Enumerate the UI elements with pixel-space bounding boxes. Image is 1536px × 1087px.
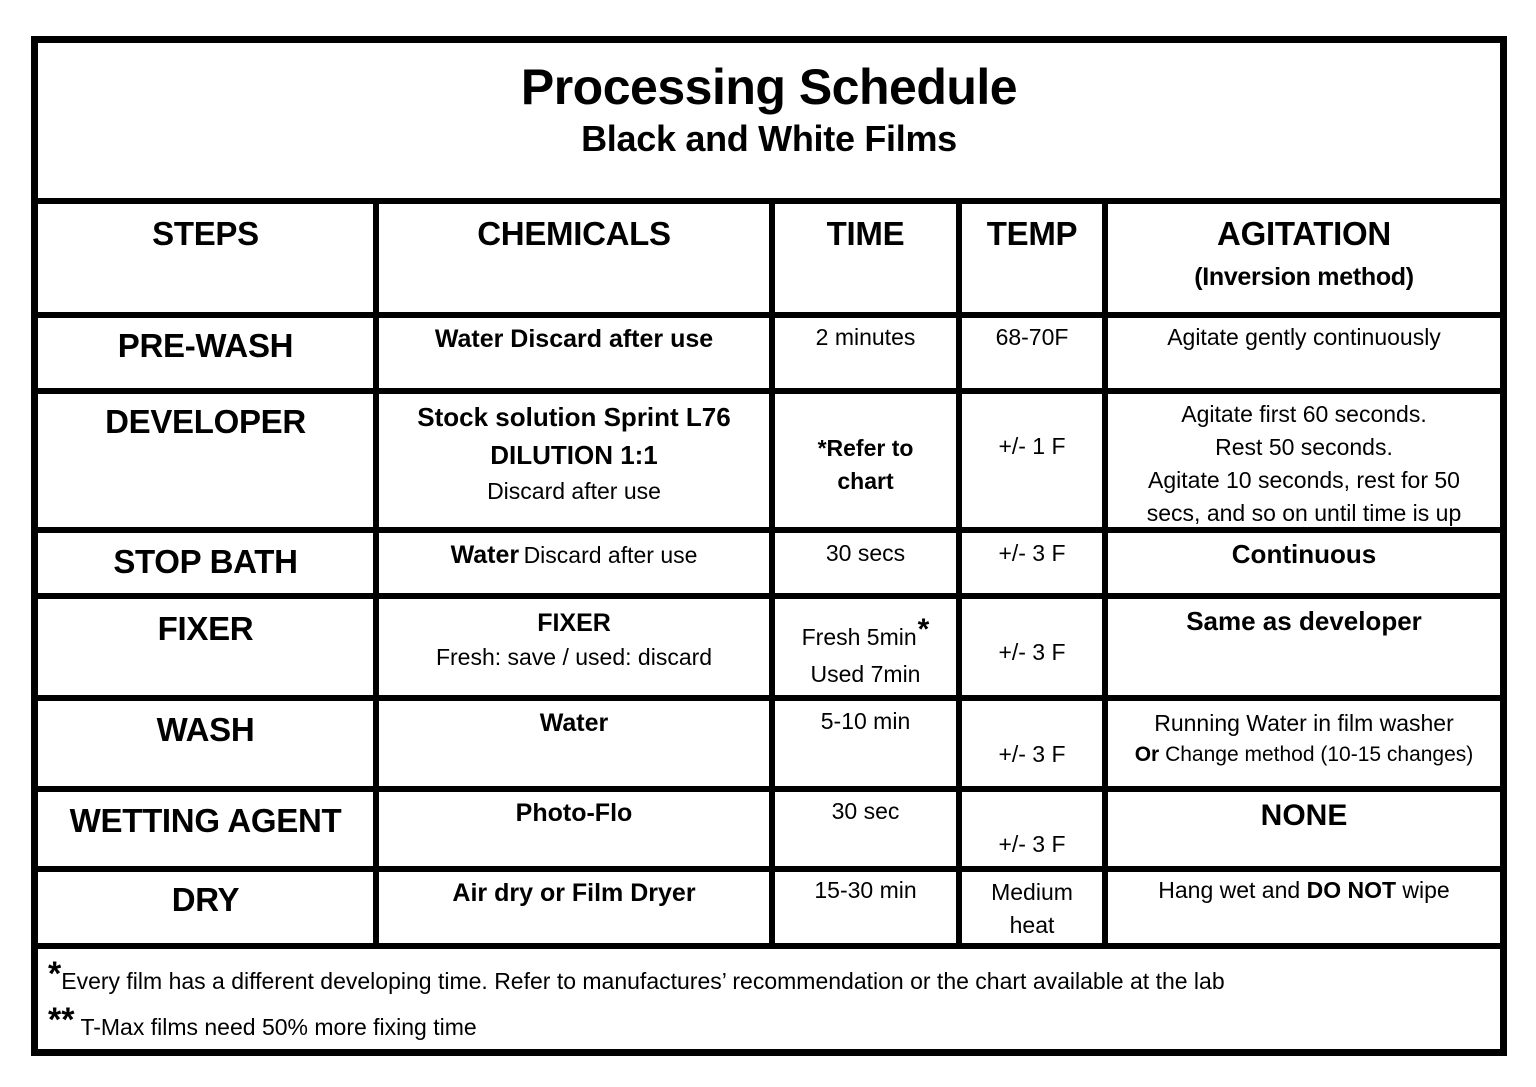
agitation-text-2: Rest 50 seconds. — [1215, 434, 1393, 460]
table-row-dry-step — [38, 880, 373, 920]
table-row-stopbath-chemical — [379, 540, 769, 570]
table-row-developer-agitation — [1108, 398, 1500, 530]
agitation-text: Agitate gently continuously — [1167, 324, 1441, 350]
header-steps-label: STEPS — [152, 215, 259, 252]
table-row-wetting-step — [38, 801, 373, 841]
table-row-fixer-time — [775, 611, 956, 693]
chemical-text: Water — [539, 709, 609, 737]
header-steps — [38, 204, 373, 312]
table-row-prewash-step — [38, 326, 373, 366]
temp-text: +/- 3 F — [998, 741, 1066, 767]
temp-text: +/- 1 F — [998, 433, 1066, 459]
agitation-text-2: Change method (10-15 changes) — [1165, 743, 1474, 766]
table-row-wetting-chemical — [379, 798, 769, 828]
agitation-text-3: Agitate 10 seconds, rest for 50 — [1148, 467, 1460, 493]
step-label: PRE-WASH — [117, 327, 294, 364]
table-row-prewash-chemical — [379, 324, 769, 354]
step-label: WETTING AGENT — [69, 802, 342, 839]
table-row-wetting-time — [775, 798, 956, 826]
table-row-stopbath-agitation — [1108, 539, 1500, 570]
step-label: WASH — [156, 711, 255, 748]
time-text-2: chart — [837, 468, 894, 494]
time-text: 2 minutes — [815, 324, 916, 350]
asterisk-icon: * — [917, 613, 930, 646]
table-row-prewash-time — [775, 324, 956, 352]
time-text: *Refer to — [817, 435, 914, 461]
agitation-text: NONE — [1260, 799, 1348, 832]
table-row-dry-temp — [962, 876, 1102, 942]
table-row-wetting-agitation — [1108, 798, 1500, 834]
header-agitation-label: AGITATION — [1217, 215, 1391, 252]
header-temp-label: TEMP — [986, 215, 1078, 252]
table-row-stopbath-time — [775, 540, 956, 568]
agitation-text-1: Running Water in film washer — [1154, 710, 1454, 736]
table-row-wash-temp — [962, 741, 1102, 769]
step-label: STOP BATH — [113, 543, 298, 580]
table-row-wash-time — [775, 708, 956, 736]
time-text: 5-10 min — [820, 708, 911, 734]
table-row-fixer-agitation — [1108, 606, 1500, 637]
asterisk-icon: * — [48, 955, 62, 993]
table-row-stopbath-step — [38, 542, 373, 582]
chemical-text: Stock solution Sprint L76 — [417, 402, 731, 432]
table-row-fixer-chemical — [379, 606, 769, 674]
header-chemicals — [379, 204, 769, 312]
time-text: 30 sec — [831, 798, 900, 824]
chemical-text: Photo-Flo — [515, 799, 633, 827]
step-label: DRY — [171, 881, 240, 918]
agitation-text: Same as developer — [1186, 606, 1422, 636]
table-row-developer-step — [38, 402, 373, 442]
table-row-wash-agitation — [1108, 707, 1500, 771]
header-time — [775, 204, 956, 312]
time-text: 30 secs — [825, 540, 906, 566]
chemical-text: FIXER — [537, 609, 611, 637]
footnote-2 — [48, 1001, 1488, 1047]
agitation-text-1: Agitate first 60 seconds. — [1181, 401, 1427, 427]
page-title: Processing Schedule — [520, 59, 1018, 115]
chemical-text: Water — [450, 541, 520, 569]
table-row-wash-step — [38, 710, 373, 750]
temp-text: 68-70F — [995, 324, 1069, 350]
table-row-developer-temp — [962, 433, 1102, 461]
table-row-dry-chemical — [379, 878, 769, 908]
table-row-fixer-temp — [962, 639, 1102, 667]
header-chemicals-label: CHEMICALS — [477, 215, 671, 252]
footnote-1 — [48, 955, 1488, 1001]
footnote-text: Every film has a different developing time. Refer to manufactures’ recommendation or the chart available at the lab — [61, 968, 1225, 994]
chemical-note: Fresh: save / used: discard — [435, 644, 713, 670]
double-asterisk-icon: ** — [48, 1001, 75, 1039]
time-text: 15-30 min — [814, 877, 917, 903]
agitation-text-4: secs, and so on until time is up — [1146, 500, 1462, 526]
agitation-text: Continuous — [1231, 539, 1377, 569]
agitation-text-end: wipe — [1402, 877, 1450, 903]
table-row-dry-time — [775, 877, 956, 905]
footnotes — [48, 955, 1488, 1047]
time-text: Fresh 5min — [801, 624, 917, 650]
page-subtitle: Black and White Films — [581, 118, 957, 159]
temp-text: Medium — [991, 879, 1073, 905]
table-row-wetting-temp — [962, 831, 1102, 859]
chemical-note: Discard after use — [487, 478, 661, 504]
header-agitation-sublabel: (Inversion method) — [1194, 262, 1414, 291]
temp-text-2: heat — [1009, 912, 1055, 938]
table-row-wash-chemical — [379, 708, 769, 738]
table-row-developer-chemical — [379, 398, 769, 508]
header-agitation — [1108, 204, 1500, 312]
table-row-stopbath-temp — [962, 540, 1102, 568]
title-block — [38, 43, 1500, 198]
agitation-or: Or — [1134, 743, 1160, 766]
temp-text: +/- 3 F — [998, 540, 1066, 566]
table-row-developer-time — [775, 432, 956, 498]
chemical-text: Air dry or Film Dryer — [452, 879, 696, 907]
table-row-prewash-temp — [962, 324, 1102, 352]
chemical-note: Discard after use — [523, 542, 698, 568]
agitation-warning: DO NOT — [1306, 877, 1397, 903]
footnote-text: T-Max films need 50% more fixing time — [74, 1014, 477, 1040]
table-row-fixer-step — [38, 609, 373, 649]
step-label: FIXER — [157, 610, 254, 647]
table-row-dry-agitation — [1108, 877, 1500, 905]
table-row-prewash-agitation — [1108, 324, 1500, 352]
header-temp — [962, 204, 1102, 312]
chemical-text: Water Discard after use — [434, 325, 714, 353]
time-text-2: Used 7min — [810, 661, 921, 687]
header-time-label: TIME — [826, 215, 905, 252]
chemical-dilution: DILUTION 1:1 — [490, 440, 658, 470]
agitation-text: Hang wet and — [1158, 877, 1301, 903]
temp-text: +/- 3 F — [998, 639, 1066, 665]
temp-text: +/- 3 F — [998, 831, 1066, 857]
step-label: DEVELOPER — [105, 403, 306, 440]
